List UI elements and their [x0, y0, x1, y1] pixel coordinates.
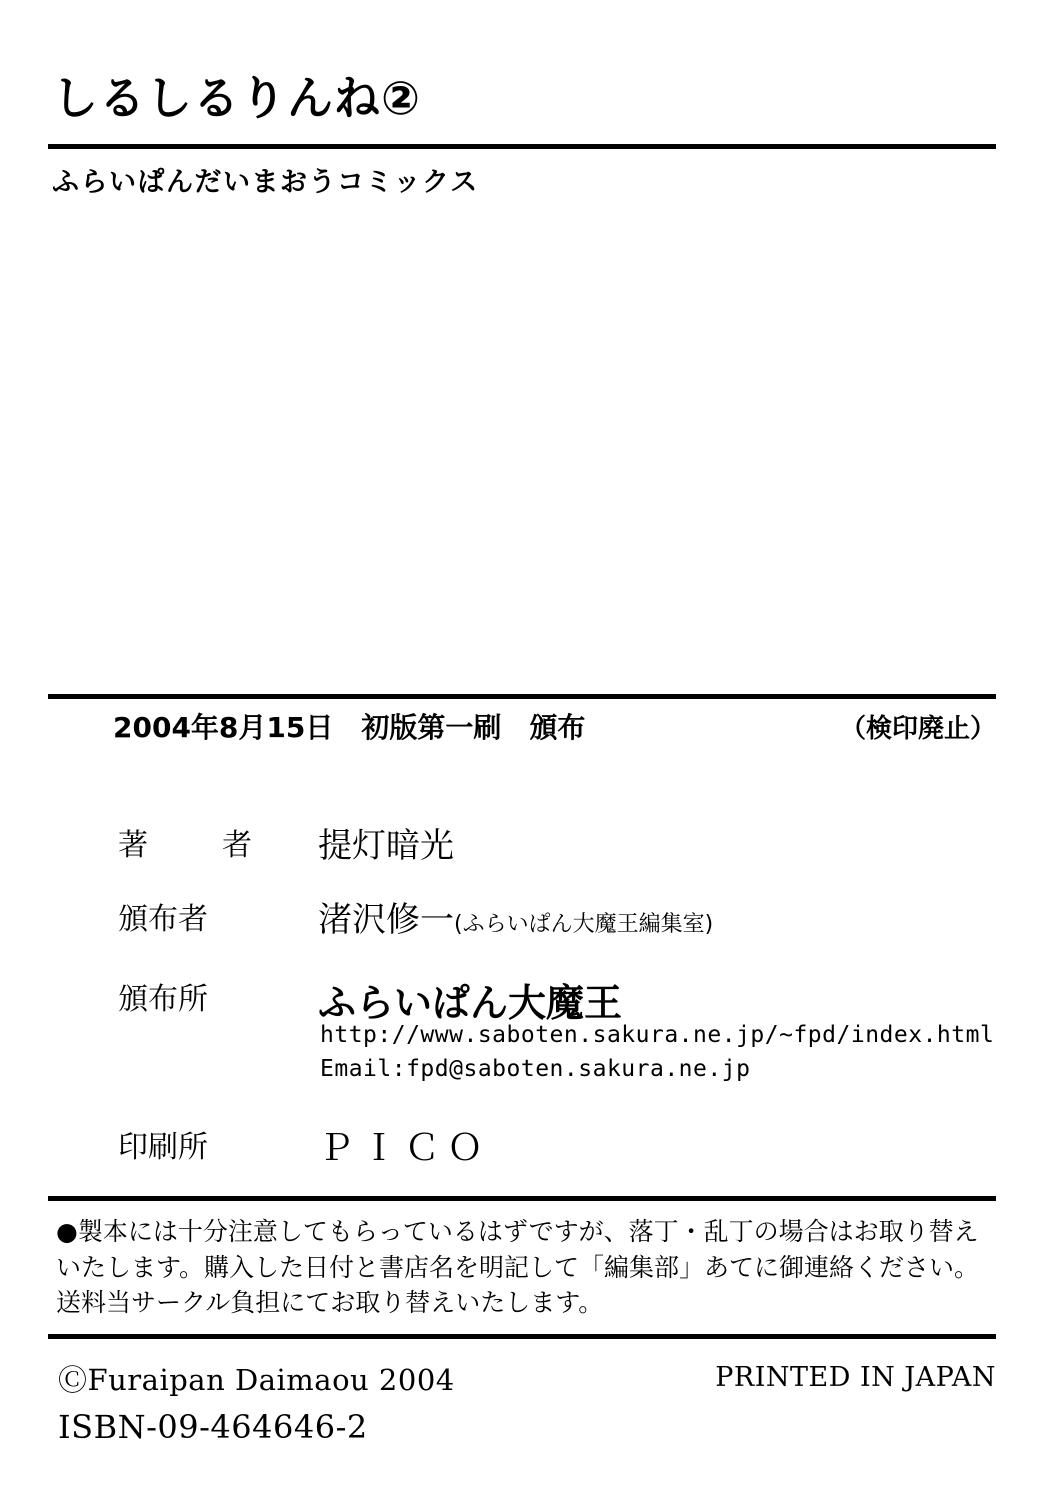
- colophon-label-author: 著 者: [118, 828, 274, 863]
- colophon-label-printer: 印刷所: [118, 1130, 208, 1165]
- colophon-row-author: [48, 820, 996, 876]
- colophon-table: [48, 820, 996, 1196]
- colophon-value-author: 提灯暗光: [318, 826, 454, 866]
- publication-date: 2004年8月15日 初版第一刷 頒布: [113, 711, 586, 744]
- title-divider: [48, 144, 996, 149]
- colophon-row-publisher: [48, 974, 996, 1104]
- isbn-number: ISBN-09-464646-2: [58, 1408, 368, 1446]
- colophon-value-printer: ＰＩＣＯ: [318, 1128, 491, 1169]
- publisher-email[interactable]: Email:fpd@saboten.sakura.ne.jp: [320, 1056, 751, 1082]
- publication-row: [48, 706, 996, 748]
- printed-in-japan: PRINTED IN JAPAN: [715, 1362, 996, 1393]
- distributor-name: 渚沢修一: [318, 900, 454, 940]
- colophon-value-publisher: ふらいぱん大魔王: [318, 981, 623, 1025]
- notice-divider-top: [48, 1196, 996, 1201]
- colophon-label-publisher: 頒布所: [118, 982, 208, 1017]
- colophon-label-distributor: 頒布者: [118, 902, 208, 937]
- notice-divider-bottom: [48, 1334, 996, 1339]
- imprint-subtitle: ふらいぱんだいまおうコミックス: [52, 167, 479, 198]
- distributor-dept: (ふらいぱん大魔王編集室): [454, 912, 714, 937]
- publisher-url[interactable]: http://www.saboten.sakura.ne.jp/~fpd/index.html: [320, 1022, 995, 1048]
- publication-note: （検印廃止）: [839, 714, 996, 744]
- colophon-row-printer: [48, 1122, 996, 1178]
- colophon-value-distributor: [318, 892, 713, 941]
- colophon-row-distributor: [48, 894, 996, 956]
- publication-divider: [48, 694, 996, 699]
- copyright-text: ⒸFuraipan Daimaou 2004: [58, 1363, 455, 1397]
- page-title: しるしるりんね②: [52, 71, 421, 125]
- notice-text: ●製本には十分注意してもらっているはずですが、落丁・乱丁の場合はお取り替えいたします。購入した日付と書店名を明記して「編集部」あてに御連絡ください。送料当サークル負担にてお取り替えいたします。: [56, 1217, 980, 1317]
